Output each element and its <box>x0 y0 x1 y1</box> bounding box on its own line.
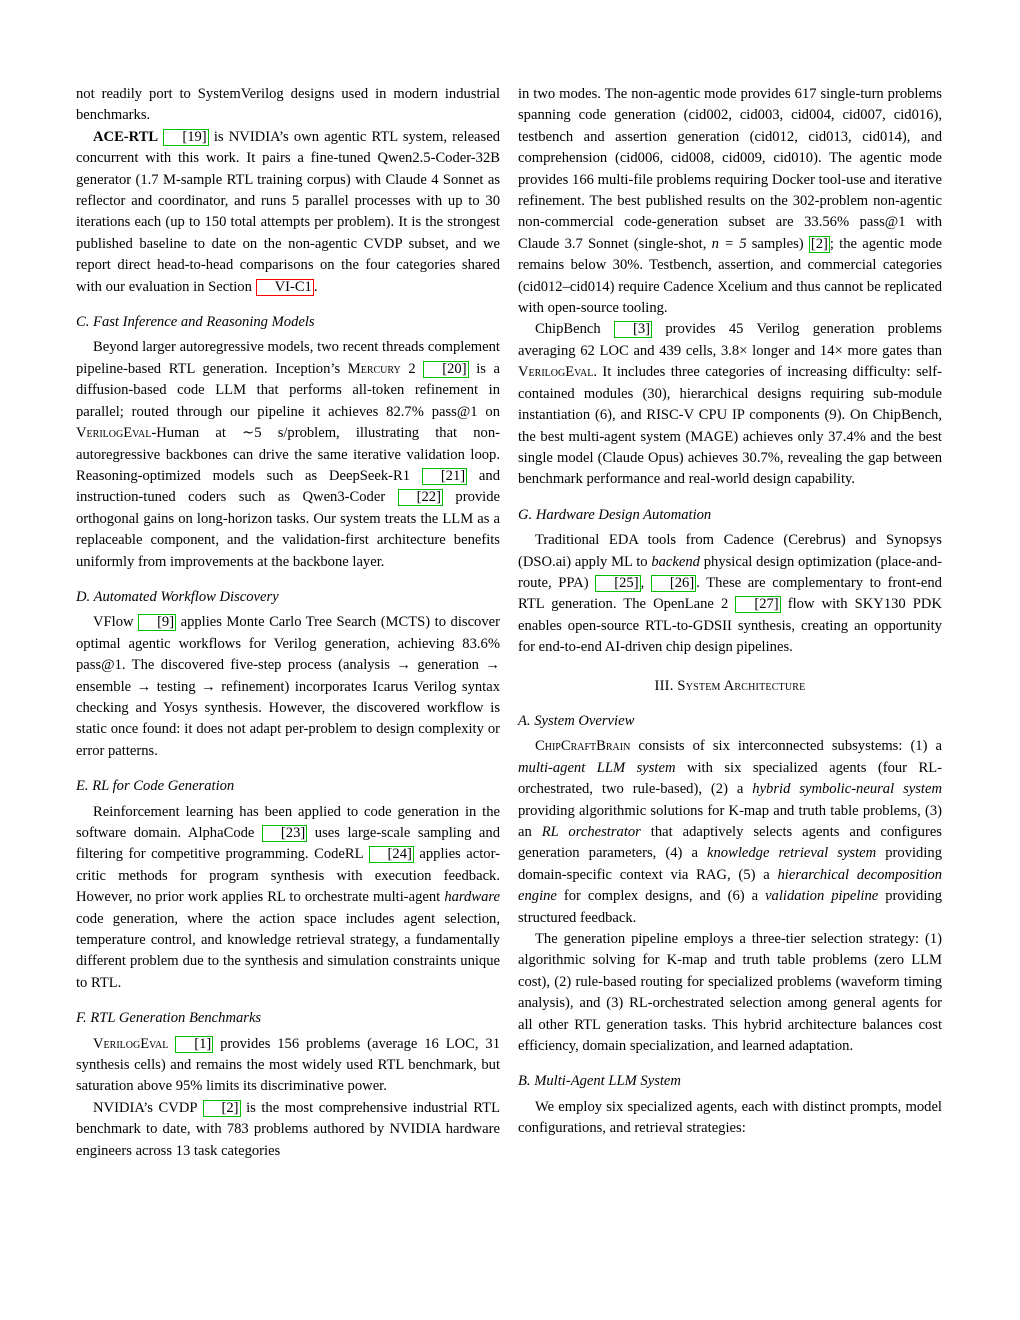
body-paragraph <box>518 1097 942 1140</box>
body-text: applies Monte Carlo Tree Search (MCTS) to discover optimal agentic workflows for Verilog generation, achieving 83.6% pass@1. The discovered five-step process (analysis → generation → ensemble → testing → refinement) incorporates Icarus Verilog syntax checking and Yosys synthesis. However, the discovered workflow is static once found: it does not adapt per-problem to design complexity or error patterns. <box>76 614 500 759</box>
right-column <box>518 84 942 1162</box>
citation-link[interactable]: [20] <box>423 361 468 378</box>
small-caps-text: VerilogEval <box>76 425 152 442</box>
body-text: . <box>313 278 318 295</box>
body-text: . It includes three categories of increasing difficulty: self-contained modules (30), hierarchical designs requiring sub-module instantiation (6), and RISC-V CPU IP components (9). On ChipBench, the best multi-agent system (MAGE) achieves only 37.4% and the best single model (Claude Opus) achieves 30.7%, revealing the gap between benchmark performance and real-world design capability. <box>518 364 942 488</box>
body-text: VFlow <box>93 614 139 631</box>
small-caps-text: VerilogEval <box>93 1035 169 1052</box>
body-text: and instruction-tuned coders such as Qwen3-Coder <box>76 467 500 506</box>
body-text: -Human at ∼5 s/problem, illustrating that non-autoregressive backbones can drive the same iterative validation loop. Reasoning-optimized models such as DeepSeek-R1 <box>76 425 500 484</box>
subsection-heading: D. Automated Workflow Discovery <box>76 588 279 605</box>
body-text: in two modes. The non-agentic mode provides 617 single-turn problems spanning code generation (cid002, cid003, cid004, cid007, cid016), testbench and assertion generation (cid012, cid013, cid014), and comprehension (cid006, cid008, cid009, cid010). The agentic mode provides 166 multi-file problems requiring Docker tool-use and iterative refinement. The best published results on the 302-problem non-agentic non-commercial code-generation subset are 33.56% pass@1 with Claude 3.7 Sonnet (single-shot, <box>518 86 942 252</box>
citation-link[interactable]: [26] <box>651 575 696 592</box>
citation-link[interactable]: [2] <box>203 1100 241 1117</box>
left-column <box>76 84 500 1162</box>
citation-link[interactable]: [21] <box>422 468 467 485</box>
body-paragraph <box>518 736 942 929</box>
italic-text: multi-agent LLM system <box>518 759 676 776</box>
body-text: The generation pipeline employs a three-tier selection strategy: (1) algorithmic solving for K-map and truth table problems (zero LLM cost), (2) rule-based routing for specialized problems (waveform timing analysis), and (3) RL-orchestrated selection among general agents for all other RTL generation tasks. This hybrid architecture balances cost efficiency, domain specialization, and learned adaptation. <box>518 931 942 1055</box>
body-paragraph <box>76 802 500 995</box>
body-text: not readily port to SystemVerilog designs used in modern industrial benchmarks. <box>76 86 500 124</box>
body-text: Beyond larger autoregressive models, two recent threads complement pipeline-based RTL generation. Inception’s <box>76 339 500 377</box>
body-paragraph <box>518 929 942 1057</box>
citation-link[interactable]: [27] <box>735 596 780 613</box>
body-text: physical design optimization (place-and-route, PPA) <box>518 553 942 591</box>
body-text: We employ six specialized agents, each with distinct prompts, model configurations, and retrieval strategies: <box>518 1098 942 1137</box>
body-paragraph <box>76 127 500 298</box>
italic-text: knowledge retrieval system <box>707 845 877 862</box>
body-text: provides 156 problems (average 16 LOC, 31 synthesis cells) and remains the most widely used RTL benchmark, but saturation above 95% limits its discriminative power. <box>76 1035 500 1095</box>
body-text: samples) <box>746 235 809 252</box>
section-reference-link[interactable]: VI-C1 <box>256 279 314 296</box>
body-text: ; the agentic mode remains below 30%. Testbench, assertion, and commercial categories (cid012–cid014) require Cadence Xcelium and thus cannot be replicated with open-source tooling. <box>518 235 942 317</box>
small-caps-text: VerilogEval <box>518 364 594 381</box>
body-text: is NVIDIA’s own agentic RTL system, released concurrent with this work. It pairs a fine-tuned Qwen2.5-Coder-32B generator (1.7 M-sample RTL training corpus) with Claude 4 Sonnet as reflector and coordinator, and runs 5 parallel processes with up to 30 iterations each (up to 150 total attempts per problem). It is the strongest published baseline to date on the non-agentic CVDP subset, and we report direct head-to-head comparisons on the four categories shared with our evaluation in Section <box>76 128 500 295</box>
math-inline: n = 5 <box>711 235 747 252</box>
body-text: providing structured feedback. <box>518 888 943 926</box>
body-text <box>168 1036 175 1052</box>
body-text: Traditional EDA tools from Cadence (Cerebrus) and Synopsys (DSO.ai) apply ML to <box>518 532 942 570</box>
two-column-body <box>76 84 942 1162</box>
body-text: Reinforcement learning has been applied to code generation in the software domain. AlphaCode <box>76 803 500 841</box>
italic-text: RL orchestrator <box>541 824 641 840</box>
body-text: with six specialized agents (four RL-orchestrated, two rule-based), (2) a <box>518 759 942 798</box>
citation-link[interactable]: [19] <box>163 129 208 146</box>
subsection-heading: B. Multi-Agent LLM System <box>518 1073 681 1090</box>
body-paragraph <box>76 1034 500 1098</box>
subsection-heading: E. RL for Code Generation <box>76 778 235 795</box>
body-paragraph <box>76 612 500 762</box>
body-paragraph <box>76 84 500 127</box>
citation-link[interactable]: [23] <box>262 825 307 842</box>
body-paragraph <box>76 337 500 572</box>
body-text: flow with SKY130 PDK enables open-source RTL-to-GDSII synthesis, creating an opportunity for end-to-end AI-driven chip design pipelines. <box>518 596 942 656</box>
body-text: consists of six interconnected subsystems: (1) a <box>630 738 942 755</box>
body-text: applies actor-critic methods for program synthesis with execution feedback. However, no prior work applies RL to orchestrate multi-agent <box>76 846 500 906</box>
body-text: is the most comprehensive industrial RTL benchmark to date, with 783 problems authored by NVIDIA hardware engineers across 13 task categories <box>76 1099 500 1159</box>
body-paragraph <box>518 319 942 490</box>
body-text: , <box>640 574 651 591</box>
italic-text: validation pipeline <box>765 888 879 905</box>
body-text: ChipBench <box>535 321 614 338</box>
body-text: providing algorithmic solutions for K-map and truth table problems, (3) an <box>518 802 942 840</box>
body-text: uses large-scale sampling and filtering for competitive programming. CodeRL <box>76 825 501 863</box>
subsection-heading: A. System Overview <box>518 712 635 729</box>
body-paragraph <box>518 84 942 319</box>
citation-link[interactable]: [22] <box>398 489 443 506</box>
section-heading: III. System Architecture <box>654 677 806 694</box>
body-paragraph <box>518 530 942 658</box>
italic-text: hierarchical decomposition engine <box>518 866 942 905</box>
body-text: providing domain-specific context via RAG, (5) a <box>518 845 943 883</box>
italic-text: hybrid symbolic-neural system <box>752 781 942 798</box>
italic-text: hardware <box>444 889 500 906</box>
body-paragraph <box>76 1098 500 1162</box>
citation-link[interactable]: [9] <box>138 614 176 631</box>
small-caps-text: ChipCraftBrain <box>535 738 631 755</box>
citation-link[interactable]: [1] <box>175 1036 213 1053</box>
body-text: provide orthogonal gains on long-horizon tasks. Our system treats the LLM as a replaceable component, and the validation-first architecture benefits uniformly from improvements at the backbone layer. <box>76 489 500 570</box>
body-text: . These are complementary to front-end RTL generation. The OpenLane 2 <box>518 574 942 613</box>
small-caps-text: Mercury <box>347 360 401 377</box>
body-text: for complex designs, and (6) a <box>556 888 766 905</box>
body-text: that adaptively selects agents and configures generation parameters, (4) a <box>518 824 942 862</box>
body-text: provides 45 Verilog generation problems averaging 62 LOC and 439 cells, 3.8× longer and 14× more gates than <box>518 321 942 359</box>
citation-link[interactable]: [25] <box>595 575 640 592</box>
subsection-heading: C. Fast Inference and Reasoning Models <box>76 314 315 331</box>
citation-link[interactable]: [2] <box>810 235 828 252</box>
body-text: 2 <box>400 360 424 377</box>
bold-text: ACE-RTL <box>93 128 159 145</box>
italic-text: backend <box>651 553 700 570</box>
citation-link[interactable]: [24] <box>369 846 414 863</box>
body-text: code generation, where the action space includes agent selection, temperature control, and knowledge retrieval strategy, a fundamentally different problem due to the synthesis and simulation constraints unique to RTL. <box>76 910 500 991</box>
subsection-heading: G. Hardware Design Automation <box>518 506 712 523</box>
citation-link[interactable]: [3] <box>614 321 652 338</box>
body-text: is a diffusion-based code LLM that performs all-token refinement in parallel; routed through our pipeline it achieves 82.7% pass@1 on <box>76 360 501 420</box>
subsection-heading: F. RTL Generation Benchmarks <box>76 1010 262 1027</box>
body-text: NVIDIA’s CVDP <box>93 1099 203 1116</box>
